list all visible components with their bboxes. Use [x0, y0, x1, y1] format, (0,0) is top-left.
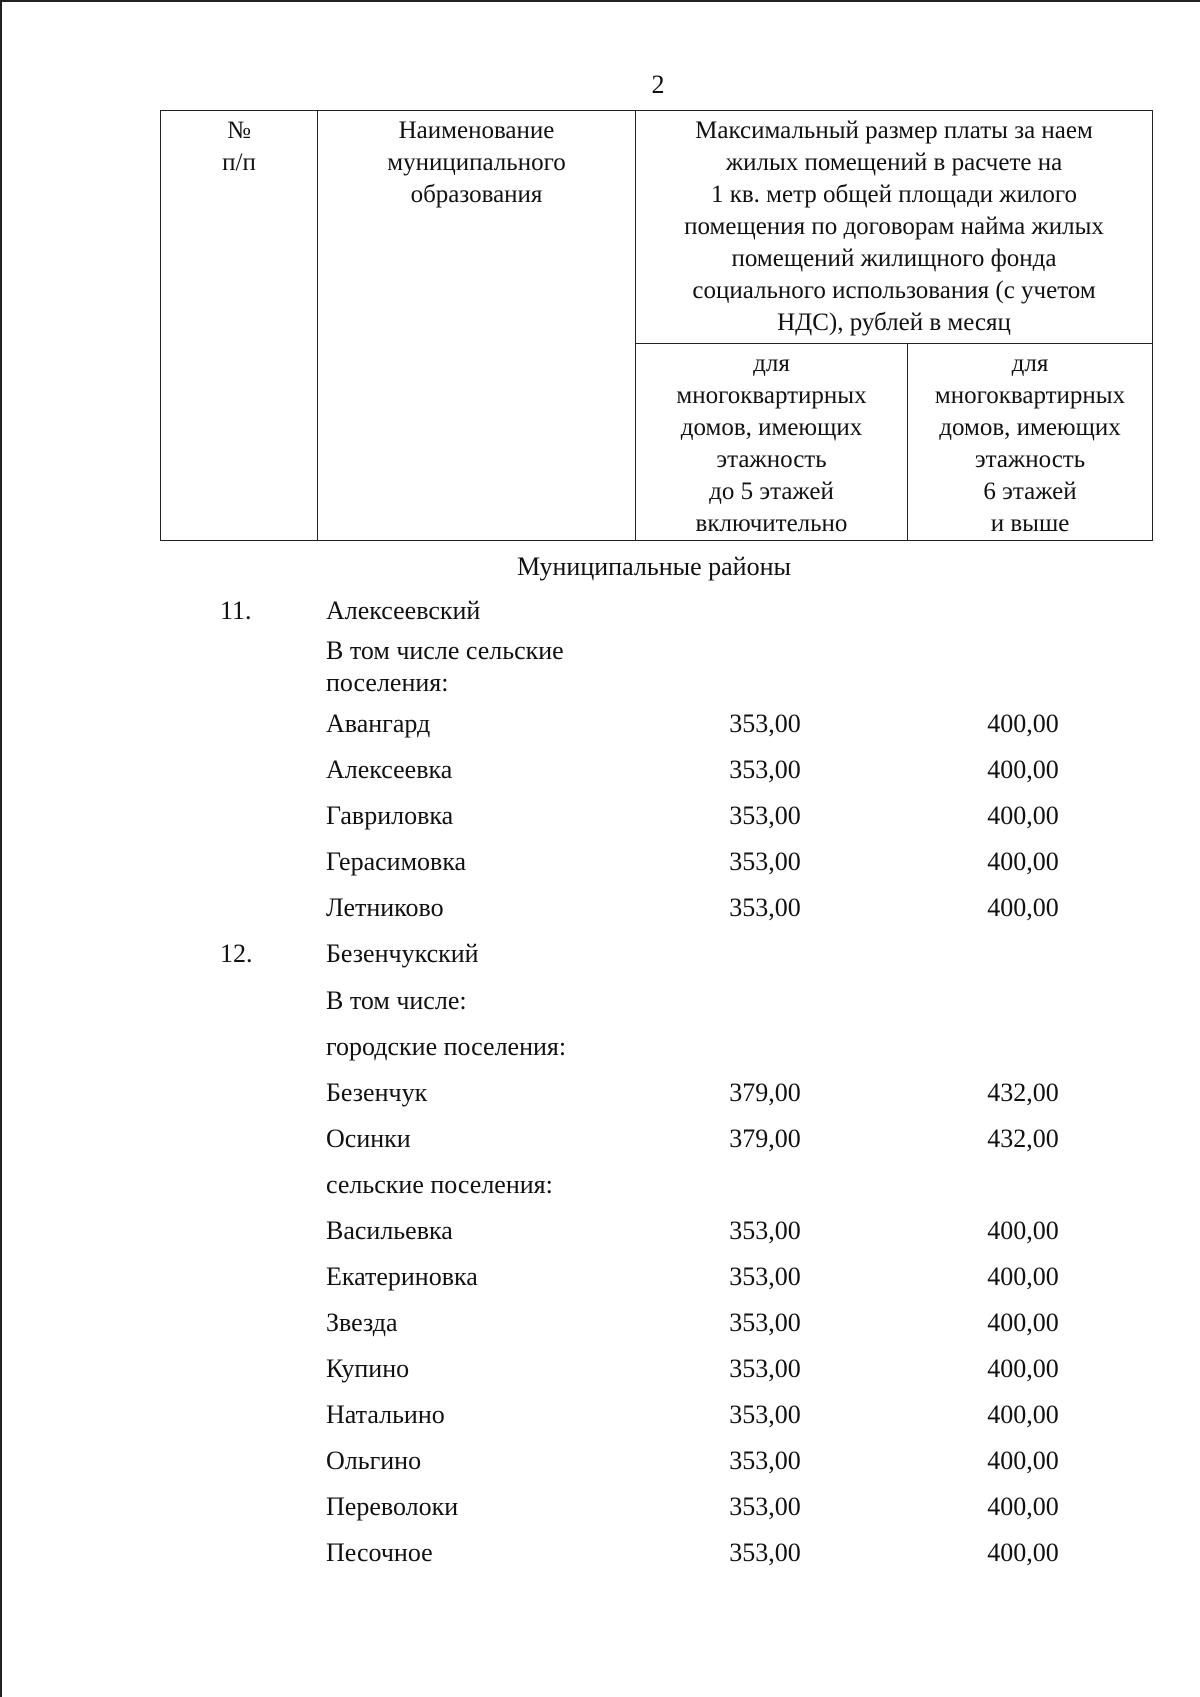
table-row: [2, 938, 1200, 984]
row-value-high-rise: 400,00: [987, 1354, 1059, 1383]
table-row: [2, 1031, 1200, 1077]
row-name: Переволоки: [326, 1492, 459, 1521]
row-value-high-rise: 400,00: [987, 1492, 1059, 1521]
row-name: городские поселения:: [326, 1032, 567, 1061]
row-value-low-rise: 353,00: [729, 1354, 801, 1383]
table-row: [2, 1399, 1200, 1445]
row-value-high-rise: 400,00: [987, 1262, 1059, 1291]
row-value-high-rise: 400,00: [987, 893, 1059, 922]
table-row: [2, 985, 1200, 1031]
row-value-low-rise: 353,00: [729, 709, 801, 738]
row-name: Васильевка: [326, 1216, 453, 1245]
row-name: Екатериновка: [326, 1262, 478, 1291]
row-name: Безенчук: [326, 1078, 428, 1107]
row-value-high-rise: 432,00: [987, 1078, 1059, 1107]
row-value-high-rise: 400,00: [987, 709, 1059, 738]
row-value-low-rise: 353,00: [729, 1446, 801, 1475]
row-value-low-rise: 353,00: [729, 1308, 801, 1337]
row-value-low-rise: 353,00: [729, 893, 801, 922]
table-row: [2, 846, 1200, 892]
row-value-low-rise: 379,00: [729, 1078, 801, 1107]
page-number: 2: [651, 70, 665, 99]
row-name: Песочное: [326, 1538, 433, 1567]
row-name: Герасимовка: [326, 847, 467, 876]
table-row: [2, 1123, 1200, 1169]
row-value-high-rise: 432,00: [987, 1124, 1059, 1153]
row-name: Купино: [326, 1354, 410, 1383]
table-row: [2, 1307, 1200, 1353]
header-name-cell: Наименование муниципального образования: [318, 111, 636, 541]
table-row: [2, 1261, 1200, 1307]
table-row: [2, 1491, 1200, 1537]
row-value-low-rise: 353,00: [729, 847, 801, 876]
row-value-high-rise: 400,00: [987, 847, 1059, 876]
row-number: 11.: [220, 596, 252, 625]
table-row: [2, 1445, 1200, 1491]
row-name: В том числе сельские поселения:: [326, 636, 564, 697]
row-value-high-rise: 400,00: [987, 1400, 1059, 1429]
row-name: В том числе:: [326, 986, 467, 1015]
row-name: Звезда: [326, 1308, 398, 1337]
row-value-low-rise: 353,00: [729, 1400, 801, 1429]
row-name: Алексеевка: [326, 755, 453, 784]
header-subcol-1: для многоквартирных домов, имеющих этажность до 5 этажей включительно: [636, 344, 908, 541]
table-row: [2, 635, 1200, 697]
row-value-high-rise: 400,00: [987, 801, 1059, 830]
row-name: Гавриловка: [326, 801, 454, 830]
section-title: Муниципальные районы: [517, 552, 791, 581]
row-name: Безенчукский: [326, 939, 479, 968]
row-value-low-rise: 353,00: [729, 801, 801, 830]
row-name: сельские поселения:: [326, 1170, 553, 1199]
table-row: [2, 1537, 1200, 1583]
row-name: Летниково: [326, 893, 444, 922]
row-name: Алексеевский: [326, 596, 481, 625]
header-number-cell: № п/п: [161, 111, 318, 541]
header-subcol-2: для многоквартирных домов, имеющих этажность 6 этажей и выше: [908, 344, 1153, 541]
row-value-low-rise: 379,00: [729, 1124, 801, 1153]
row-value-high-rise: 400,00: [987, 1446, 1059, 1475]
row-value-low-rise: 353,00: [729, 1538, 801, 1567]
row-name: Натальино: [326, 1400, 445, 1429]
table-row: [2, 892, 1200, 938]
row-value-low-rise: 353,00: [729, 1492, 801, 1521]
row-value-low-rise: 353,00: [729, 1262, 801, 1291]
row-name: Ольгино: [326, 1446, 422, 1475]
table-row: [2, 754, 1200, 800]
table-header: [160, 110, 1153, 541]
table-row: [2, 1215, 1200, 1261]
row-number: 12.: [220, 939, 253, 968]
row-value-low-rise: 353,00: [729, 755, 801, 784]
row-value-high-rise: 400,00: [987, 1308, 1059, 1337]
row-name: Авангард: [326, 709, 431, 738]
table-row: [2, 1353, 1200, 1399]
row-value-high-rise: 400,00: [987, 755, 1059, 784]
row-value-low-rise: 353,00: [729, 1216, 801, 1245]
table-row: [2, 800, 1200, 846]
row-name: Осинки: [326, 1124, 411, 1153]
header-fee-cell: Максимальный размер платы за наем жилых помещений в расчете на 1 кв. метр общей площади жилого помещения по договорам найма жилых помещений жилищного фонда социального использования (с учетом НДС), рублей в месяц: [636, 111, 1153, 344]
table-row: [2, 1077, 1200, 1123]
table-row: [2, 708, 1200, 754]
table-row: [2, 1169, 1200, 1215]
row-value-high-rise: 400,00: [987, 1538, 1059, 1567]
row-value-high-rise: 400,00: [987, 1216, 1059, 1245]
